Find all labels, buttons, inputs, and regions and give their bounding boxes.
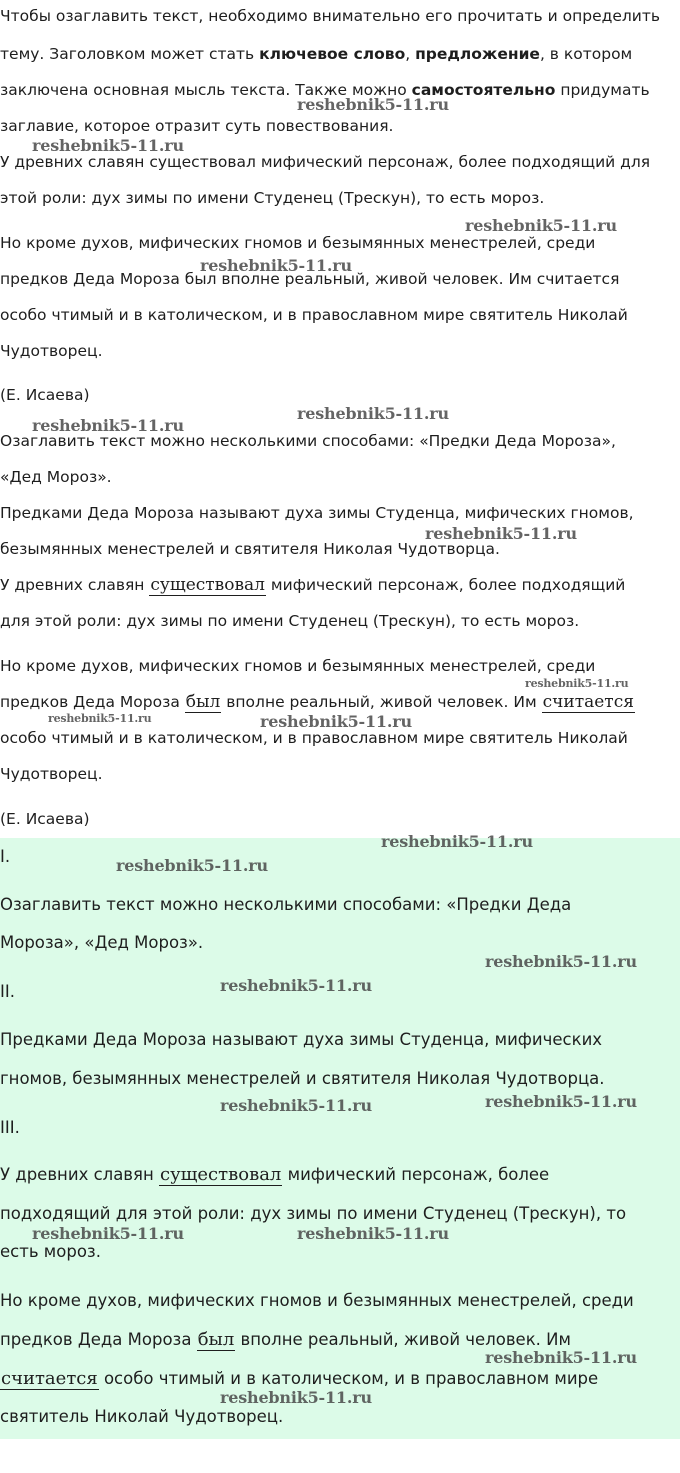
panel-line: Озаглавить текст можно несколькими способами: «Предки Деда xyxy=(0,895,572,914)
watermark: reshebnik5-11.ru xyxy=(220,976,372,995)
watermark: reshebnik5-11.ru xyxy=(48,712,152,725)
watermark: reshebnik5-11.ru xyxy=(381,832,533,851)
underlined-verb: был xyxy=(185,692,221,712)
panel-line: предков Деда Мороза был вполне реальный, живой человек. Им xyxy=(0,1329,571,1350)
text-line: Чудотворец. xyxy=(0,342,103,360)
panel-line: святитель Николай Чудотворец. xyxy=(0,1407,284,1426)
watermark: reshebnik5-11.ru xyxy=(425,524,577,543)
text-line: Чудотворец. xyxy=(0,765,103,783)
watermark: reshebnik5-11.ru xyxy=(200,256,352,275)
intro-line: тему. Заголовком может стать ключевое слово, предложение, в котором xyxy=(0,45,633,63)
watermark: reshebnik5-11.ru xyxy=(220,1388,372,1407)
underlined-verb: существовал xyxy=(150,575,265,595)
intro-line: заключена основная мысль текста. Также можно самостоятельно придумать xyxy=(0,81,650,99)
author: (Е. Исаева) xyxy=(0,810,90,828)
answer-line: безымянных менестрелей и святителя Николая Чудотворца. xyxy=(0,540,500,558)
text-line: особо чтимый и в католическом, и в православном мире святитель Николай xyxy=(0,729,628,747)
watermark: reshebnik5-11.ru xyxy=(297,95,449,114)
text-line: Но кроме духов, мифических гномов и безымянных менестрелей, среди xyxy=(0,234,596,252)
underlined-verb: считается xyxy=(542,692,634,712)
bold-term: самостоятельно xyxy=(411,81,556,99)
watermark: reshebnik5-11.ru xyxy=(297,1224,449,1243)
panel-line: У древних славян существовал мифический персонаж, более xyxy=(0,1164,550,1185)
answer-line: Предками Деда Мороза называют духа зимы Студенца, мифических гномов, xyxy=(0,504,634,522)
panel-line: есть мороз. xyxy=(0,1242,101,1261)
panel-line: Но кроме духов, мифических гномов и безымянных менестрелей, среди xyxy=(0,1291,634,1310)
underlined-verb: был xyxy=(197,1329,235,1350)
intro-line: заглавие, которое отразит суть повествования. xyxy=(0,117,394,135)
text-line: для этой роли: дух зимы по имени Студенец (Трескун), то есть мороз. xyxy=(0,612,580,630)
panel-line: Мороза», «Дед Мороз». xyxy=(0,933,204,952)
watermark: reshebnik5-11.ru xyxy=(485,952,637,971)
watermark: reshebnik5-11.ru xyxy=(260,712,412,731)
panel-line: подходящий для этой роли: дух зимы по имени Студенец (Трескун), то xyxy=(0,1204,627,1223)
watermark: reshebnik5-11.ru xyxy=(116,856,268,875)
watermark: reshebnik5-11.ru xyxy=(485,1092,637,1111)
watermark: reshebnik5-11.ru xyxy=(32,416,184,435)
text-line: У древних славян существовал мифический персонаж, более подходящий для xyxy=(0,153,651,171)
text-line: этой роли: дух зимы по имени Студенец (Трескун), то есть мороз. xyxy=(0,189,545,207)
watermark: reshebnik5-11.ru xyxy=(465,216,617,235)
text-line: предков Деда Мороза был вполне реальный, живой человек. Им считается xyxy=(0,270,620,288)
watermark: reshebnik5-11.ru xyxy=(485,1348,637,1367)
watermark: reshebnik5-11.ru xyxy=(32,1224,184,1243)
watermark: reshebnik5-11.ru xyxy=(220,1096,372,1115)
text-line: предков Деда Мороза был вполне реальный, живой человек. Им считается xyxy=(0,692,634,712)
panel-line: Предками Деда Мороза называют духа зимы Студенца, мифических xyxy=(0,1030,603,1049)
answer-line: «Дед Мороз». xyxy=(0,468,112,486)
section-number: III. xyxy=(0,1118,20,1137)
section-number: II. xyxy=(0,982,15,1001)
text-line: Но кроме духов, мифических гномов и безымянных менестрелей, среди xyxy=(0,657,596,675)
text-line: У древних славян существовал мифический персонаж, более подходящий xyxy=(0,575,626,595)
intro-line: Чтобы озаглавить текст, необходимо внимательно его прочитать и определить xyxy=(0,7,660,25)
watermark: reshebnik5-11.ru xyxy=(297,404,449,423)
panel-line: считается особо чтимый и в католическом, и в православном мире xyxy=(1,1368,599,1389)
text-line: особо чтимый и в католическом, и в православном мире святитель Николай xyxy=(0,306,628,324)
answer-line: Озаглавить текст можно несколькими способами: «Предки Деда Мороза», xyxy=(0,432,616,450)
bold-term: предложение xyxy=(415,45,540,63)
watermark: reshebnik5-11.ru xyxy=(525,677,629,690)
underlined-verb: считается xyxy=(1,1368,98,1389)
bold-term: ключевое слово xyxy=(259,45,406,63)
watermark: reshebnik5-11.ru xyxy=(32,136,184,155)
panel-line: гномов, безымянных менестрелей и святителя Николая Чудотворца. xyxy=(0,1069,605,1088)
underlined-verb: существовал xyxy=(160,1164,282,1185)
author: (Е. Исаева) xyxy=(0,386,90,404)
section-number: I. xyxy=(0,847,11,866)
